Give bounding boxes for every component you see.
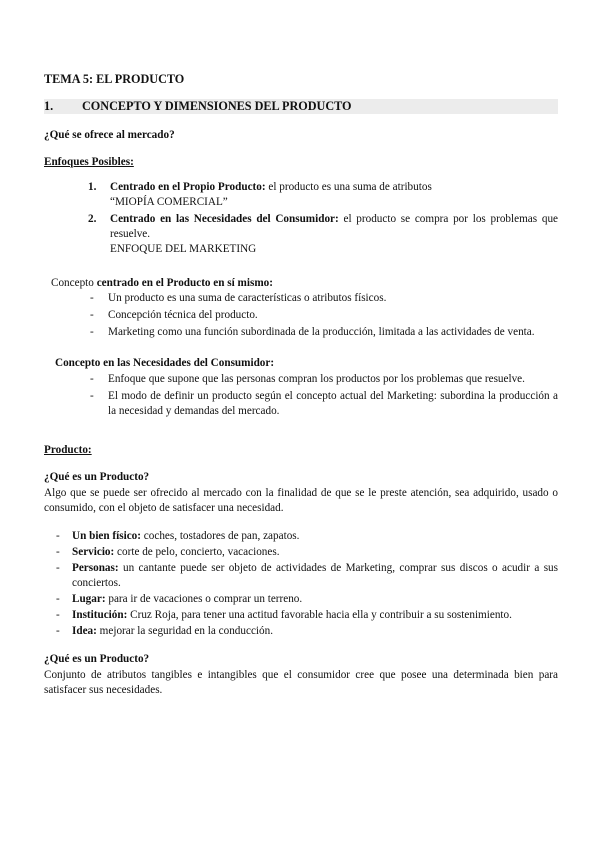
approach-note: “MIOPÍA COMERCIAL” [110,196,228,208]
list-item-text: Un producto es una suma de características o atributos físicos. [108,292,387,304]
section-title: CONCEPTO Y DIMENSIONES DEL PRODUCTO [82,99,352,113]
type-text: para ir de vacaciones o comprar un terreno. [105,593,303,605]
list-item-text: Marketing como una función subordinada de la producción, limitada a las actividades de venta. [108,326,535,338]
approach-text: el producto es una suma de atributos [265,181,432,193]
list-item: - Concepción técnica del producto. [90,309,258,321]
type-text: coches, tostadores de pan, zapatos. [141,530,300,542]
question-product: ¿Qué es un Producto? [44,471,150,483]
list-item: - Lugar: para ir de vacaciones o comprar un terreno. [56,593,303,605]
list-item-text: El modo de definir un producto según el concepto actual del Marketing: subordina la producción a la necesidad y demandas del mercado. [108,390,558,417]
type-label: Idea: [72,625,97,637]
approach-item [88,212,558,257]
list-item: - Un producto es una suma de características o atributos físicos. [90,292,387,304]
approach-note: ENFOQUE DEL MARKETING [110,243,257,255]
type-text: un cantante puede ser objeto de actividades de Marketing, comprar sus discos o acudir a sus conciertos. [72,562,558,589]
type-label: Un bien físico: [72,530,141,542]
question-market: ¿Qué se ofrece al mercado? [44,129,175,141]
concept-label: centrado en el Producto en sí mismo: [96,277,273,289]
concept-needs-list [86,372,558,419]
approach-number: 2. [88,213,97,225]
concept-prefix: Concepto [51,277,97,289]
list-item: - Idea: mejorar la seguridad en la conducción. [56,625,274,637]
approaches-heading: Enfoques Posibles: [44,156,134,168]
list-item: - Enfoque que supone que las personas compran los productos por los problemas que resuelve. [90,373,525,385]
type-label: Institución: [72,609,128,621]
type-label: Personas: [72,562,119,574]
list-item: - Marketing como una función subordinada de la producción, limitada a las actividades de venta. [90,326,535,338]
page-title: TEMA 5: EL PRODUCTO [44,72,185,86]
list-item-text: Concepción técnica del producto. [108,309,258,321]
type-text: Cruz Roja, para tener una actitud favorable hacia ella y contribuir a su sostenimiento. [127,609,512,621]
list-item: - El modo de definir un producto según el concepto actual del Marketing: subordina la producción a la necesidad y demandas del mercado. [90,390,558,417]
approach-label: Centrado en el Propio Producto: [110,181,266,193]
list-item: - Un bien físico: coches, tostadores de pan, zapatos. [56,530,300,542]
approach-text: el producto se compra por los problemas que resuelve. [110,213,558,240]
question-product-2: ¿Qué es un Producto? [44,653,150,665]
list-item: - Institución: Cruz Roja, para tener una actitud favorable hacia ella y contribuir a su sostenimiento. [56,609,512,621]
approach-item [88,180,558,210]
type-text: mejorar la seguridad en la conducción. [96,625,274,637]
product-types-list [44,529,558,639]
concept-product-heading [51,276,565,291]
section-heading [44,99,558,114]
approach-label: Centrado en las Necesidades del Consumidor: [110,213,339,225]
product-definition-2: Conjunto de atributos tangibles e intangibles que el consumidor cree que posee una determinada bien para satisfacer sus necesidades. [44,669,558,696]
concept-needs-heading: Concepto en las Necesidades del Consumidor: [55,357,275,369]
approach-number: 1. [88,181,97,193]
concept-product-list [86,291,558,340]
product-heading: Producto: [44,444,92,456]
approaches-list [88,180,558,257]
type-text: corte de pelo, concierto, vacaciones. [114,546,280,558]
list-item: - Servicio: corte de pelo, concierto, vacaciones. [56,546,280,558]
type-label: Lugar: [72,593,106,605]
list-item: - Personas: un cantante puede ser objeto de actividades de Marketing, comprar sus discos o acudir a sus conciertos. [56,562,558,589]
section-number: 1. [44,99,54,113]
product-definition: Algo que se puede ser ofrecido al mercado con la finalidad de que se le preste atención, sea adquirido, usado o consumido, con el objeto de satisfacer una necesidad. [44,487,558,514]
type-label: Servicio: [72,546,115,558]
list-item-text: Enfoque que supone que las personas compran los productos por los problemas que resuelve. [108,373,525,385]
